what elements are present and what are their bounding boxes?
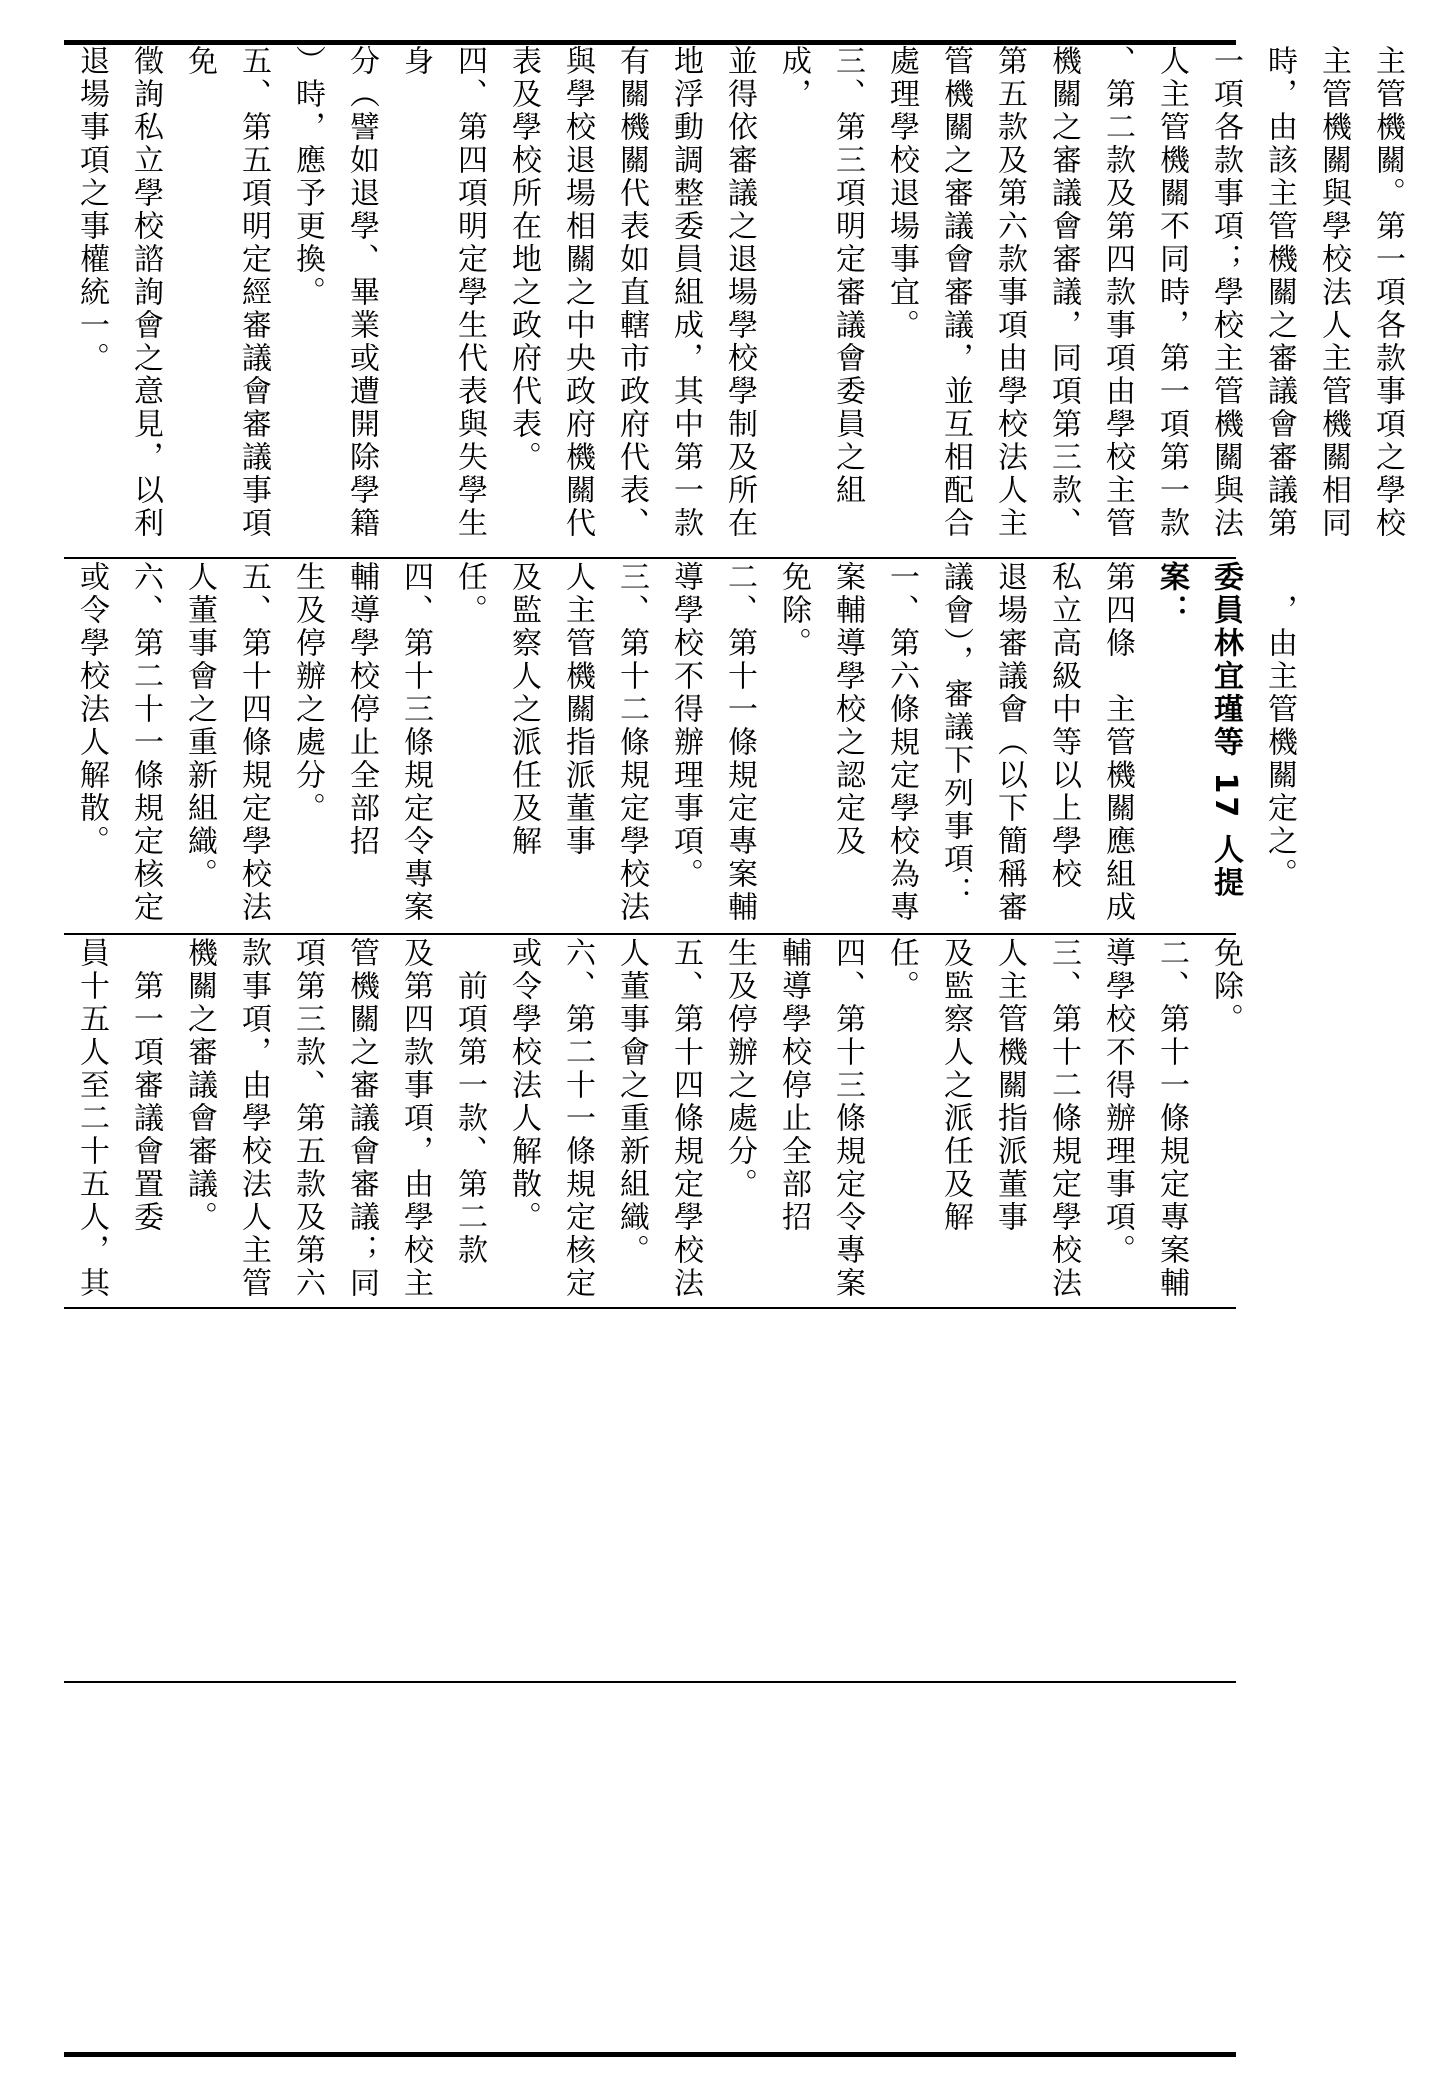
- article-block: [64, 937, 1243, 1307]
- text-line: 處理學校退場事宜。: [884, 45, 919, 342]
- block-divider: [64, 557, 1236, 559]
- proposal-text: [64, 561, 1326, 933]
- text-line: 及第四款事項，由學校主: [398, 937, 433, 1300]
- text-line: ，由主管機關定之。: [1262, 561, 1297, 891]
- proposal-block: [64, 561, 1297, 933]
- text-line: 一、第六條規定學校為專: [884, 561, 919, 924]
- text-line: 四、第十三條規定令專案: [830, 937, 865, 1300]
- explanation-text: [64, 45, 1434, 557]
- text-line: 人主管機關不同時，第一項第一款: [1154, 45, 1189, 540]
- text-line: 免除。: [1208, 937, 1243, 1036]
- text-line: 四、第四項明定學生代表與失學生身: [398, 45, 487, 540]
- text-line: 五、第十四條規定學校法: [668, 937, 703, 1300]
- text-line: 三、第十二條規定學校法: [1046, 937, 1081, 1300]
- text-line: 人主管機關指派董事: [992, 937, 1027, 1234]
- proposal-heading: 委員林宜瑾等 17 人提案：: [1154, 561, 1243, 900]
- text-line: 免除。: [776, 561, 811, 660]
- text-line: 並得依審議之退場學校學制及所在: [722, 45, 757, 540]
- text-line: 機關之審議會審議，同項第三款、: [1046, 45, 1081, 540]
- text-line: 人董事會之重新組織。: [182, 561, 217, 891]
- text-line: 退場事項之事權統一。: [74, 45, 109, 375]
- text-line: 徵詢私立學校諮詢會之意見，以利: [128, 45, 163, 540]
- text-line: 、第二款及第四款事項由學校主管: [1100, 45, 1135, 540]
- text-line: 議會），審議下列事項：: [938, 561, 973, 909]
- article-text: [64, 937, 1272, 1307]
- bottom-rule: [64, 2052, 1236, 2057]
- text-line: 或令學校法人解散。: [74, 561, 109, 858]
- text-line: 導學校不得辦理事項。: [1100, 937, 1135, 1267]
- block-divider: [64, 1681, 1236, 1683]
- text-line: 案輔導學校之認定及: [830, 561, 865, 858]
- text-line: 私立高級中等以上學校: [1046, 561, 1081, 891]
- text-line: 四、第十三條規定令專案: [398, 561, 433, 924]
- text-line: 任。: [452, 561, 487, 627]
- text-line: 三、第三項明定審議會委員之組成，: [776, 45, 865, 507]
- text-line: 有關機關代表如直轄市政府代表、: [614, 45, 649, 540]
- block-divider: [64, 933, 1236, 935]
- explanation-block: [64, 45, 1405, 557]
- text-line: 三、第十二條規定學校法: [614, 561, 649, 924]
- text-line: 與學校退場相關之中央政府機關代: [560, 45, 595, 540]
- text-line: 及監察人之派任及解: [938, 937, 973, 1234]
- text-line: 或令學校法人解散。: [506, 937, 541, 1234]
- text-line: 項第三款、第五款及第六: [290, 937, 325, 1300]
- text-line: 機關之審議會審議。: [182, 937, 217, 1234]
- text-line: 前項第一款、第二款: [452, 937, 487, 1267]
- text-line: 員十五人至二十五人，其: [74, 937, 109, 1300]
- text-line: 任。: [884, 937, 919, 1003]
- block-divider: [64, 1307, 1236, 1309]
- text-line: 第四條 主管機關應組成: [1100, 561, 1135, 924]
- text-line: 五、第五項明定經審議會審議事項免: [182, 45, 271, 540]
- text-line: 六、第二十一條規定核定: [128, 561, 163, 924]
- text-line: 生及停辦之處分。: [722, 937, 757, 1201]
- text-line: 人董事會之重新組織。: [614, 937, 649, 1267]
- text-line: 二、第十一條規定專案輔: [1154, 937, 1189, 1300]
- text-line: 時，由該主管機關之審議會審議第: [1262, 45, 1297, 540]
- text-line: 一項各款事項；學校主管機關與法: [1208, 45, 1243, 540]
- text-line: 第一項審議會置委: [128, 937, 163, 1234]
- text-line: 管機關之審議會審議，並互相配合: [938, 45, 973, 540]
- text-line: 管機關之審議會審議；同: [344, 937, 379, 1300]
- text-line: 第五款及第六款事項由學校法人主: [992, 45, 1027, 540]
- text-line: 五、第十四條規定學校法: [236, 561, 271, 924]
- text-line: 導學校不得辦理事項。: [668, 561, 703, 891]
- text-line: 地浮動調整委員組成，其中第一款: [668, 45, 703, 540]
- text-line: 人主管機關指派董事: [560, 561, 595, 858]
- text-line: 退場審議會（以下簡稱審: [992, 561, 1027, 924]
- text-line: 主管機關。第一項各款事項之學校: [1370, 45, 1405, 540]
- text-line: 二、第十一條規定專案輔: [722, 561, 757, 924]
- text-line: ）時，應予更換。: [290, 45, 325, 309]
- text-line: 六、第二十一條規定核定: [560, 937, 595, 1300]
- text-line: 款事項，由學校法人主管: [236, 937, 271, 1300]
- text-line: 輔導學校停止全部招: [344, 561, 379, 858]
- text-line: 及監察人之派任及解: [506, 561, 541, 858]
- text-line: 表及學校所在地之政府代表。: [506, 45, 541, 474]
- text-line: 生及停辦之處分。: [290, 561, 325, 825]
- text-line: 輔導學校停止全部招: [776, 937, 811, 1234]
- text-line: 分（譬如退學、畢業或遭開除學籍: [344, 45, 379, 540]
- text-line: 主管機關與學校法人主管機關相同: [1316, 45, 1351, 540]
